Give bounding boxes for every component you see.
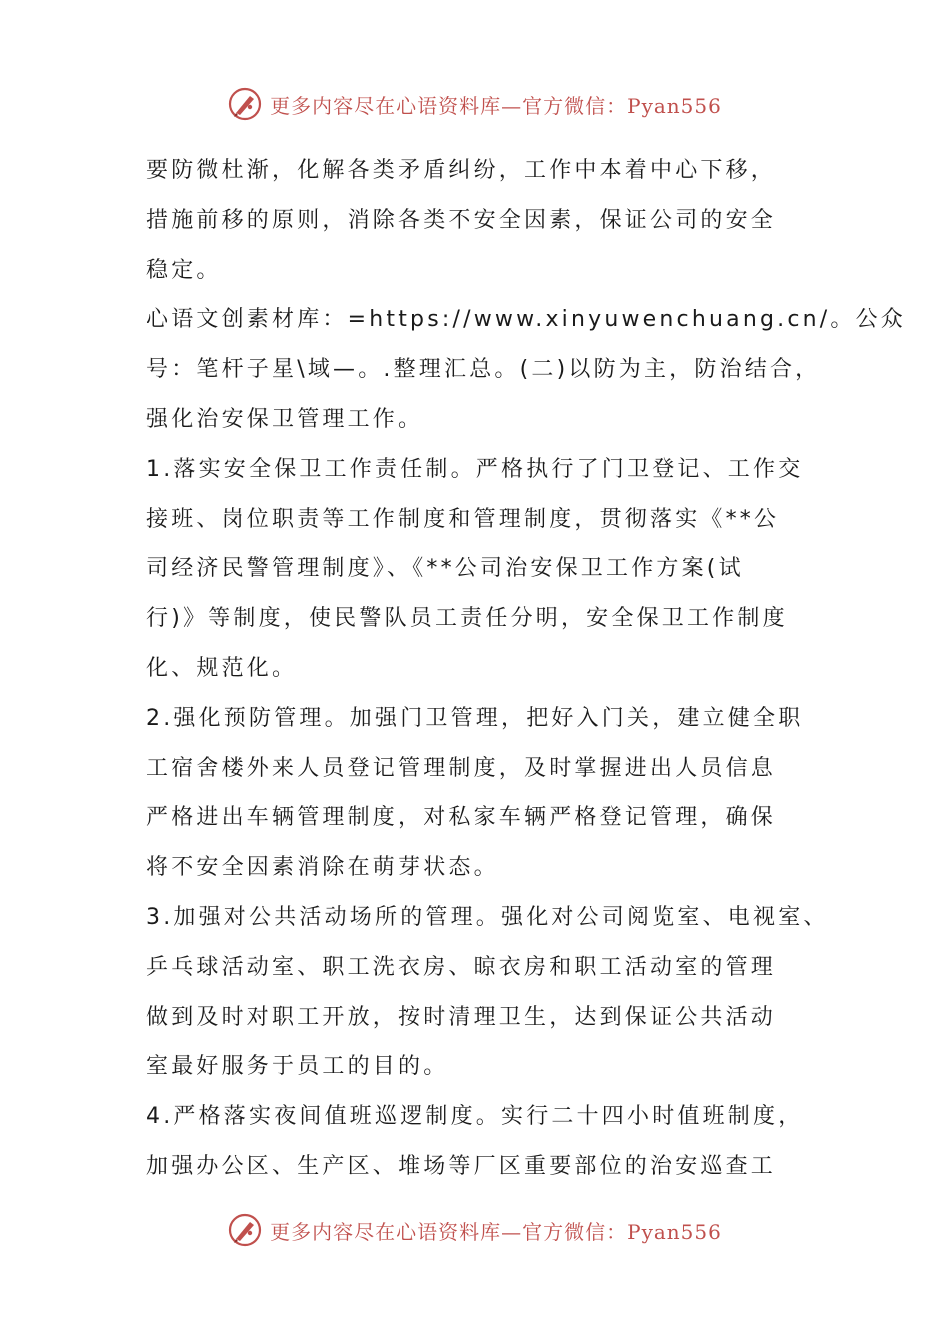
text-line: 要防微杜渐，化解各类矛盾纠纷，工作中本着中心下移， (146, 158, 777, 183)
text-line: 室最好服务于员工的目的。 (146, 1054, 449, 1080)
text-line: 接班、岗位职责等工作制度和管理制度，贯彻落实《**公 (146, 506, 780, 532)
text-line: 将不安全因素消除在萌芽状态。 (146, 855, 499, 881)
footer-banner-text: 更多内容尽在心语资料库—官方微信：Pyan556 (270, 1219, 722, 1244)
footer-banner (0, 1210, 950, 1250)
text-line: 4.严格落实夜间值班巡逻制度。实行二十四小时值班制度， (146, 1104, 804, 1130)
text-line: 心语文创素材库：=https://www.xinyuwenchuang.cn/。公众 (146, 307, 906, 333)
text-line: 工宿舍楼外来人员登记管理制度，及时掌握进出人员信息 (146, 755, 777, 781)
text-line: 司经济民警管理制度》、《**公司治安保卫工作方案(试 (146, 556, 744, 582)
text-line: 措施前移的原则，消除各类不安全因素，保证公司的安全 (146, 207, 777, 233)
header-banner (0, 84, 950, 124)
text-line: 做到及时对职工开放，按时清理卫生，达到保证公共活动 (146, 1004, 777, 1030)
document-body (146, 146, 906, 1192)
text-line: 3.加强对公共活动场所的管理。强化对公司阅览室、电视室、 (146, 904, 829, 930)
text-line: 行)》等制度，使民警队员工责任分明，安全保卫工作制度 (146, 606, 788, 632)
text-line: 加强办公区、生产区、堆场等厂区重要部位的治安巡查工 (146, 1153, 777, 1179)
pen-nib-icon (228, 87, 262, 121)
text-line: 号：笔杆子星\域—。.整理汇总。(二)以防为主，防治结合， (146, 357, 821, 383)
pen-nib-icon (228, 1213, 262, 1247)
text-line: 强化治安保卫管理工作。 (146, 406, 424, 432)
text-line: 严格进出车辆管理制度，对私家车辆严格登记管理，确保 (146, 805, 777, 831)
text-line: 稳定。 (146, 257, 222, 283)
text-line: 2.强化预防管理。加强门卫管理，把好入门关，建立健全职 (146, 705, 804, 731)
text-line: 乒乓球活动室、职工洗衣房、晾衣房和职工活动室的管理 (146, 954, 777, 980)
text-line: 化、规范化。 (146, 655, 298, 681)
text-line: 1.落实安全保卫工作责任制。严格执行了门卫登记、工作交 (146, 456, 804, 482)
header-banner-text: 更多内容尽在心语资料库—官方微信：Pyan556 (270, 93, 722, 118)
